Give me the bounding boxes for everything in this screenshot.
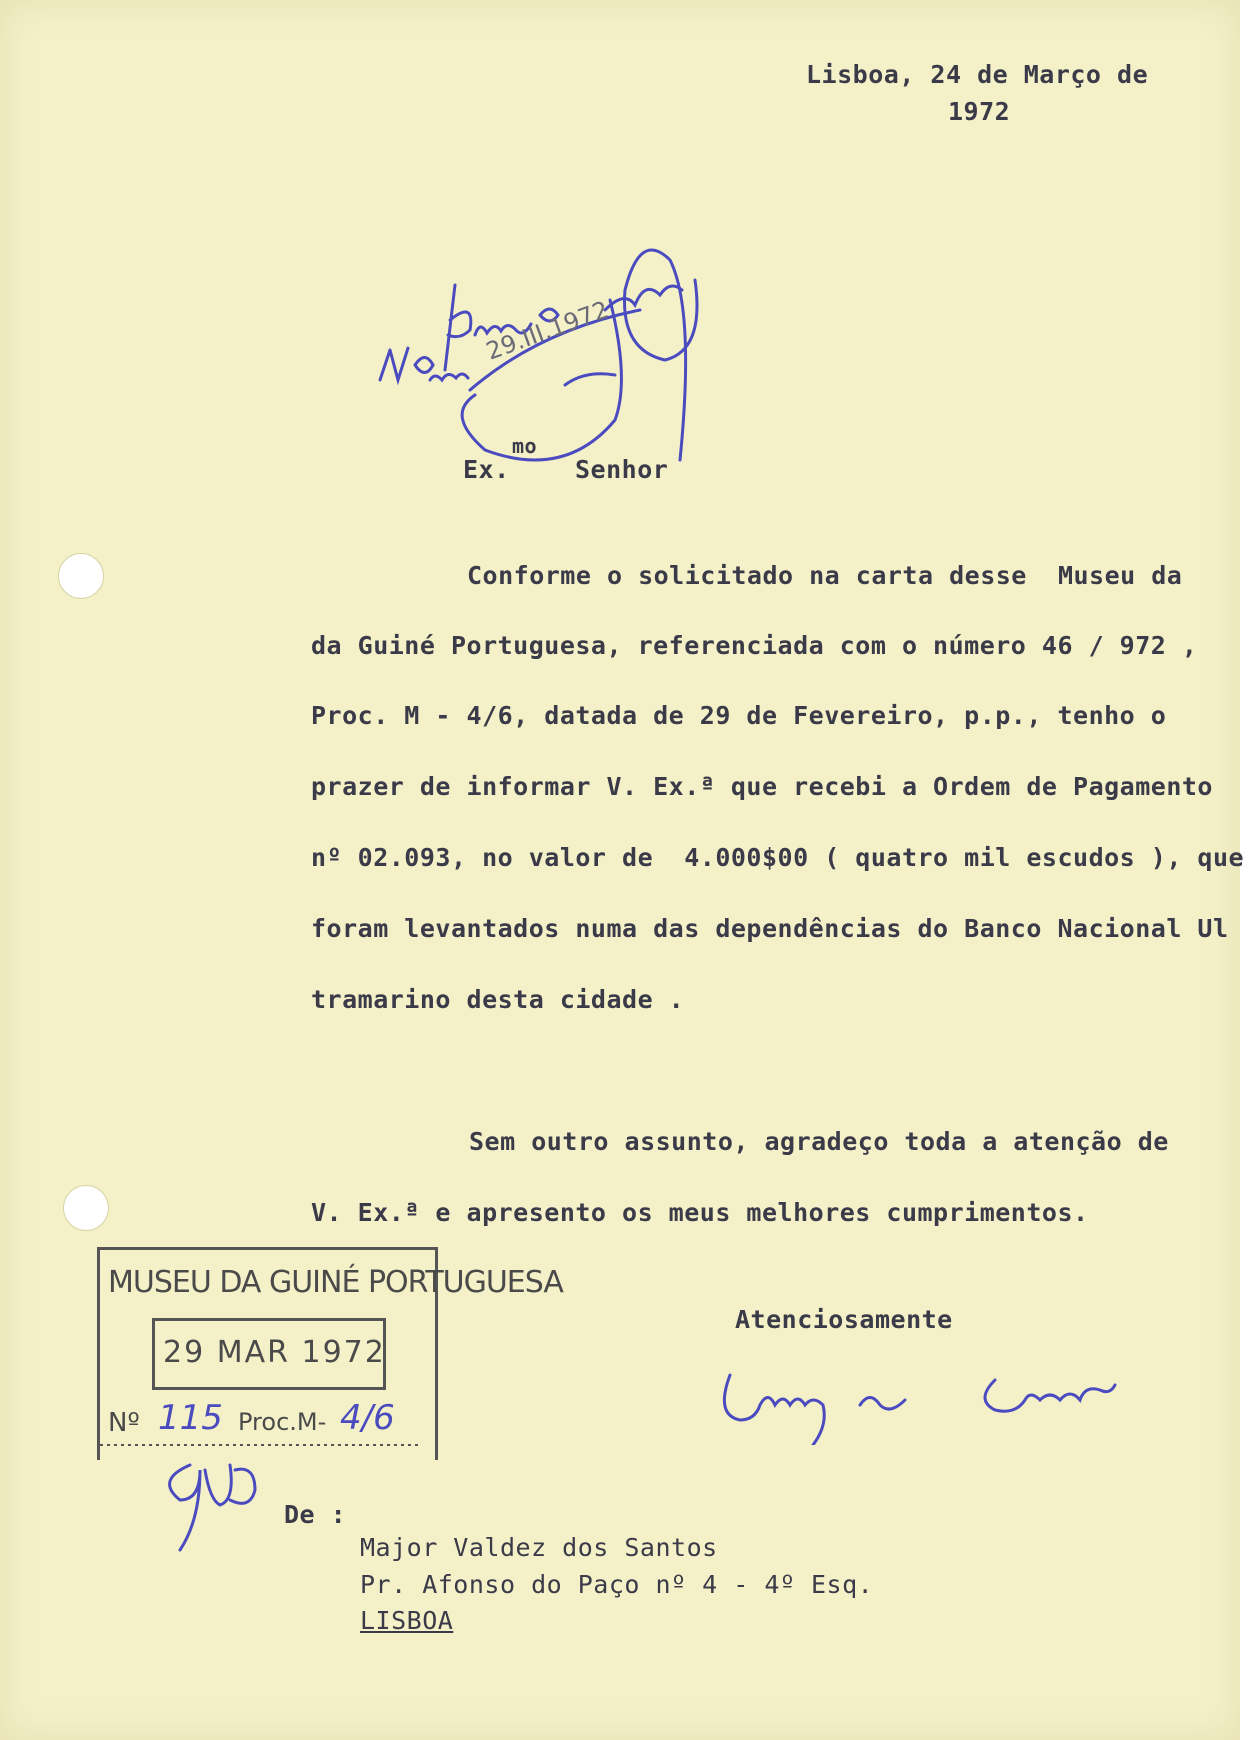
body-line: nº 02.093, no valor de 4.000$00 ( quatro mil escudos ), que [311,843,1245,872]
body-line: prazer de informar V. Ex.ª que recebi a Ordem de Pagamento [311,772,1213,801]
body-line: da Guiné Portuguesa, referenciada com o número 46 / 972 , [311,631,1198,660]
salutation-prefix: Ex. [463,455,510,484]
stamp-number-value: 115 [158,1398,223,1438]
punch-hole [63,1185,109,1231]
body-line: Proc. M - 4/6, datada de 29 de Fevereiro, p.p., tenho o [311,701,1167,730]
sender-label: De : [284,1500,347,1529]
sender-city: LISBOA [360,1606,454,1635]
salutation-superscript: mo [512,434,538,458]
stamp-proc-label: Proc.M- [238,1408,327,1436]
stamp-proc-value: 4/6 [340,1398,395,1438]
sender-name: Major Valdez dos Santos [360,1533,718,1562]
body-line: V. Ex.ª e apresento os meus melhores cumprimentos. [311,1198,1089,1227]
date-line: Lisboa, 24 de Março de [806,60,1149,89]
stamp-date: 29 MAR 1972 [163,1335,386,1370]
signature [710,1355,1170,1445]
salutation-word: Senhor [575,455,669,484]
punch-hole [58,553,104,599]
body-line: foram levantados numa das dependências do Banco Nacional Ul [311,914,1229,943]
handwritten-annotation [360,220,800,490]
body-line: Conforme o solicitado na carta desse Museu da [467,561,1183,590]
stamp-number-label: Nº [108,1408,140,1438]
stamp-institution: MUSEU DA GUINÉ PORTUGUESA [108,1265,563,1300]
sender-address: Pr. Afonso do Paço nº 4 - 4º Esq. [360,1570,874,1599]
valediction: Atenciosamente [735,1305,953,1334]
body-line: tramarino desta cidade . [311,985,685,1014]
date-year: 1972 [948,97,1011,126]
handwritten-initials [150,1455,290,1555]
svg-text:29.III.1972: 29.III.1972 [482,295,613,366]
body-line: Sem outro assunto, agradeço toda a atenção de [469,1127,1169,1156]
